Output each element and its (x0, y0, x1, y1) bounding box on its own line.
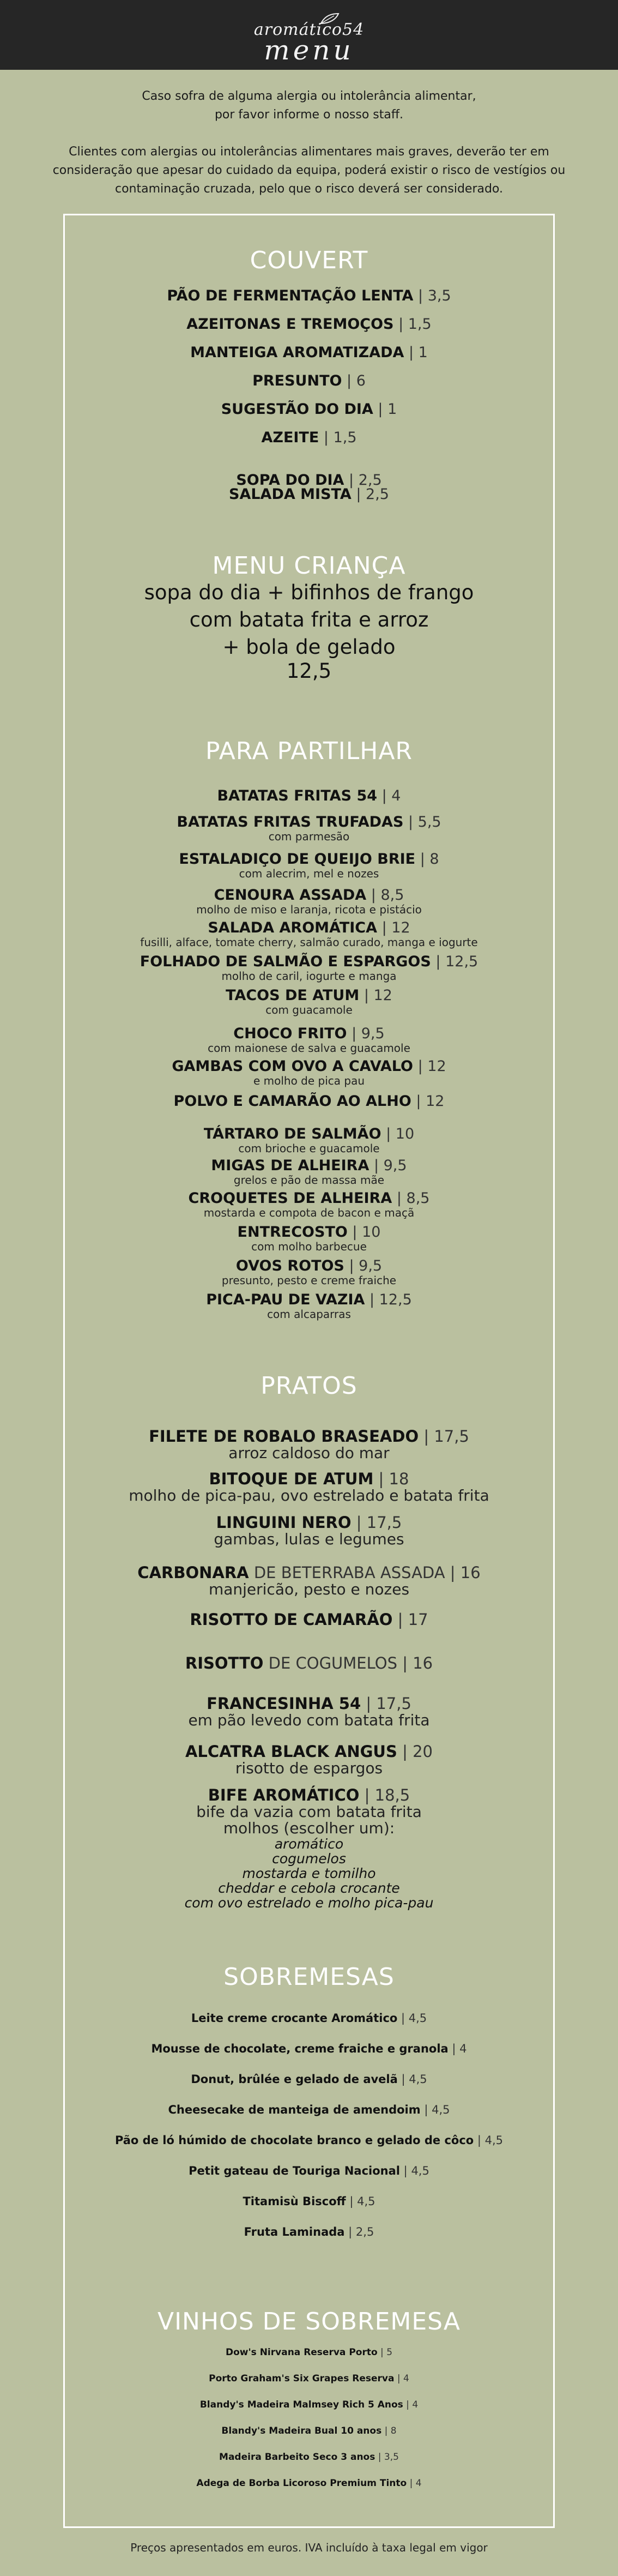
intro-line: Clientes com alergias ou intolerâncias alimentares mais graves, deverão ter em (69, 145, 549, 159)
menu-item: ALCATRA BLACK ANGUS | 20 risotto de espargos (185, 1742, 433, 1777)
menu-item: BITOQUE DE ATUM | 18 molho de pica-pau, ovo estrelado e batata frita (129, 1470, 489, 1504)
menu-item: Blandy's Madeira Bual 10 anos | 8 (221, 2425, 397, 2436)
section-title-desserts: SOBREMESAS (223, 1963, 395, 1991)
menu-item: ENTRECOSTO | 10 com molho barbecue (237, 1224, 381, 1253)
brand-name: aromático54 (253, 20, 365, 39)
section-title-kids: MENU CRIANÇA (212, 552, 406, 580)
section-title-wines: VINHOS DE SOBREMESA (157, 2308, 461, 2336)
menu-item: Petit gateau de Touriga Nacional | 4,5 (189, 2164, 429, 2177)
menu-item: PRESUNTO | 6 (252, 372, 366, 389)
footer-note: Preços apresentados em euros. IVA incluído à taxa legal em vigor (130, 2541, 488, 2554)
menu-item: MIGAS DE ALHEIRA | 9,5 grelos e pão de massa mãe (211, 1157, 407, 1187)
menu-item: FRANCESINHA 54 | 17,5 em pão levedo com batata frita (188, 1694, 430, 1729)
brand-logo (238, 5, 380, 65)
sauce-option: cheddar e cebola crocante (218, 1880, 400, 1896)
intro-line: Caso sofra de alguma alergia ou intolerância alimentar, (142, 89, 476, 103)
menu-item: BATATAS FRITAS TRUFADAS | 5,5 com parmesão (177, 814, 441, 843)
menu-item: TACOS DE ATUM | 12 com guacamole (226, 987, 392, 1016)
sauce-option: cogumelos (272, 1851, 346, 1867)
section-title-share: PARA PARTILHAR (205, 737, 413, 765)
menu-item: PÃO DE FERMENTAÇÃO LENTA | 3,5 (167, 287, 451, 304)
kids-line: com batata frita e arroz (189, 608, 429, 631)
menu-item: AZEITE | 1,5 (261, 429, 357, 446)
menu-item: Fruta Laminada | 2,5 (244, 2225, 374, 2238)
menu-item: CHOCO FRITO | 9,5 com maionese de salva e guacamole (208, 1025, 410, 1055)
menu-item: FILETE DE ROBALO BRASEADO | 17,5 arroz caldoso do mar (149, 1427, 469, 1462)
menu-item: TÁRTARO DE SALMÃO | 10 com brioche e guacamole (203, 1126, 415, 1155)
menu-item: SUGESTÃO DO DIA | 1 (221, 401, 397, 418)
menu-item: RISOTTO DE COGUMELOS | 16 (185, 1654, 433, 1672)
menu-item: CROQUETES DE ALHEIRA | 8,5 mostarda e compota de bacon e maçã (188, 1190, 430, 1219)
kids-line: + bola de gelado (222, 635, 396, 659)
intro-line: consideração que apesar do cuidado da equipa, poderá existir o risco de vestígios ou (52, 164, 566, 177)
menu-item: LINGUINI NERO | 17,5 gambas, lulas e legumes (214, 1513, 404, 1548)
menu-item: Dow's Nirvana Reserva Porto | 5 (225, 2347, 393, 2358)
intro-line: por favor informe o nosso staff. (214, 108, 404, 122)
kids-price: 12,5 (286, 659, 332, 683)
menu-item: SOPA DO DIA | 2,5 (236, 472, 382, 489)
header-bar (0, 0, 618, 70)
menu-item: SALADA MISTA | 2,5 (229, 486, 389, 503)
menu-item: Cheesecake de manteiga de amendoim | 4,5 (168, 2103, 450, 2116)
sauce-option: aromático (274, 1836, 344, 1852)
menu-item: SALADA AROMÁTICA | 12 fusilli, alface, tomate cherry, salmão curado, manga e iogurte (140, 919, 478, 949)
menu-item: Mousse de chocolate, creme fraiche e granola | 4 (151, 2042, 467, 2055)
menu-item: Donut, brûlée e gelado de avelã | 4,5 (191, 2073, 427, 2086)
menu-item: Madeira Barbeito Seco 3 anos | 3,5 (219, 2452, 399, 2463)
kids-line: sopa do dia + bifinhos de frango (144, 581, 474, 604)
menu-item: Porto Graham's Six Grapes Reserva | 4 (209, 2373, 409, 2384)
menu-item: OVOS ROTOS | 9,5 presunto, pesto e creme fraiche (221, 1257, 397, 1287)
menu-item: PICA-PAU DE VAZIA | 12,5 com alcaparras (206, 1291, 412, 1321)
menu-item: MANTEIGA AROMATIZADA | 1 (190, 344, 428, 361)
menu-item: Titamisù Biscoff | 4,5 (243, 2195, 375, 2208)
menu-item: POLVO E CAMARÃO AO ALHO | 12 (173, 1093, 445, 1110)
sauce-option: com ovo estrelado e molho pica-pau (184, 1895, 434, 1911)
menu-item: BATATAS FRITAS 54 | 4 (217, 787, 401, 804)
menu-item: Leite creme crocante Aromático | 4,5 (191, 2012, 427, 2025)
menu-item: Blandy's Madeira Malmsey Rich 5 Anos | 4 (199, 2399, 419, 2410)
section-title-mains: PRATOS (260, 1372, 358, 1400)
menu-item: CENOURA ASSADA | 8,5 molho de miso e laranja, ricota e pistácio (196, 887, 422, 916)
menu-item: RISOTTO DE CAMARÃO | 17 (190, 1610, 428, 1629)
allergy-notice (33, 87, 585, 198)
menu-item: AZEITONAS E TREMOÇOS | 1,5 (186, 316, 432, 333)
menu-item: GAMBAS COM OVO A CAVALO | 12 e molho de pica pau (172, 1058, 446, 1087)
menu-item: ESTALADIÇO DE QUEIJO BRIE | 8 com alecrim, mel e nozes (179, 851, 439, 880)
sauce-option: mostarda e tomilho (242, 1865, 376, 1881)
intro-line: contaminação cruzada, pelo que o risco deverá ser considerado. (114, 182, 503, 196)
menu-item: Adega de Borba Licoroso Premium Tinto | 4 (196, 2478, 422, 2489)
menu-item: BIFE AROMÁTICO | 18,5 bife da vazia com batata frita molhos (escolher um): aromático cogumelos mostarda e tomilho cheddar e cebola crocante com ovo estrelado e molho pica-pau (0, 1786, 618, 1910)
menu-item: Pão de ló húmido de chocolate branco e gelado de côco | 4,5 (114, 2134, 504, 2147)
menu-title: menu (264, 34, 354, 66)
section-title-couvert: COUVERT (250, 246, 368, 274)
menu-item: FOLHADO DE SALMÃO E ESPARGOS | 12,5 molho de caril, iogurte e manga (140, 953, 478, 983)
menu-item: CARBONARA DE BETERRABA ASSADA | 16 manjericão, pesto e nozes (137, 1563, 481, 1598)
